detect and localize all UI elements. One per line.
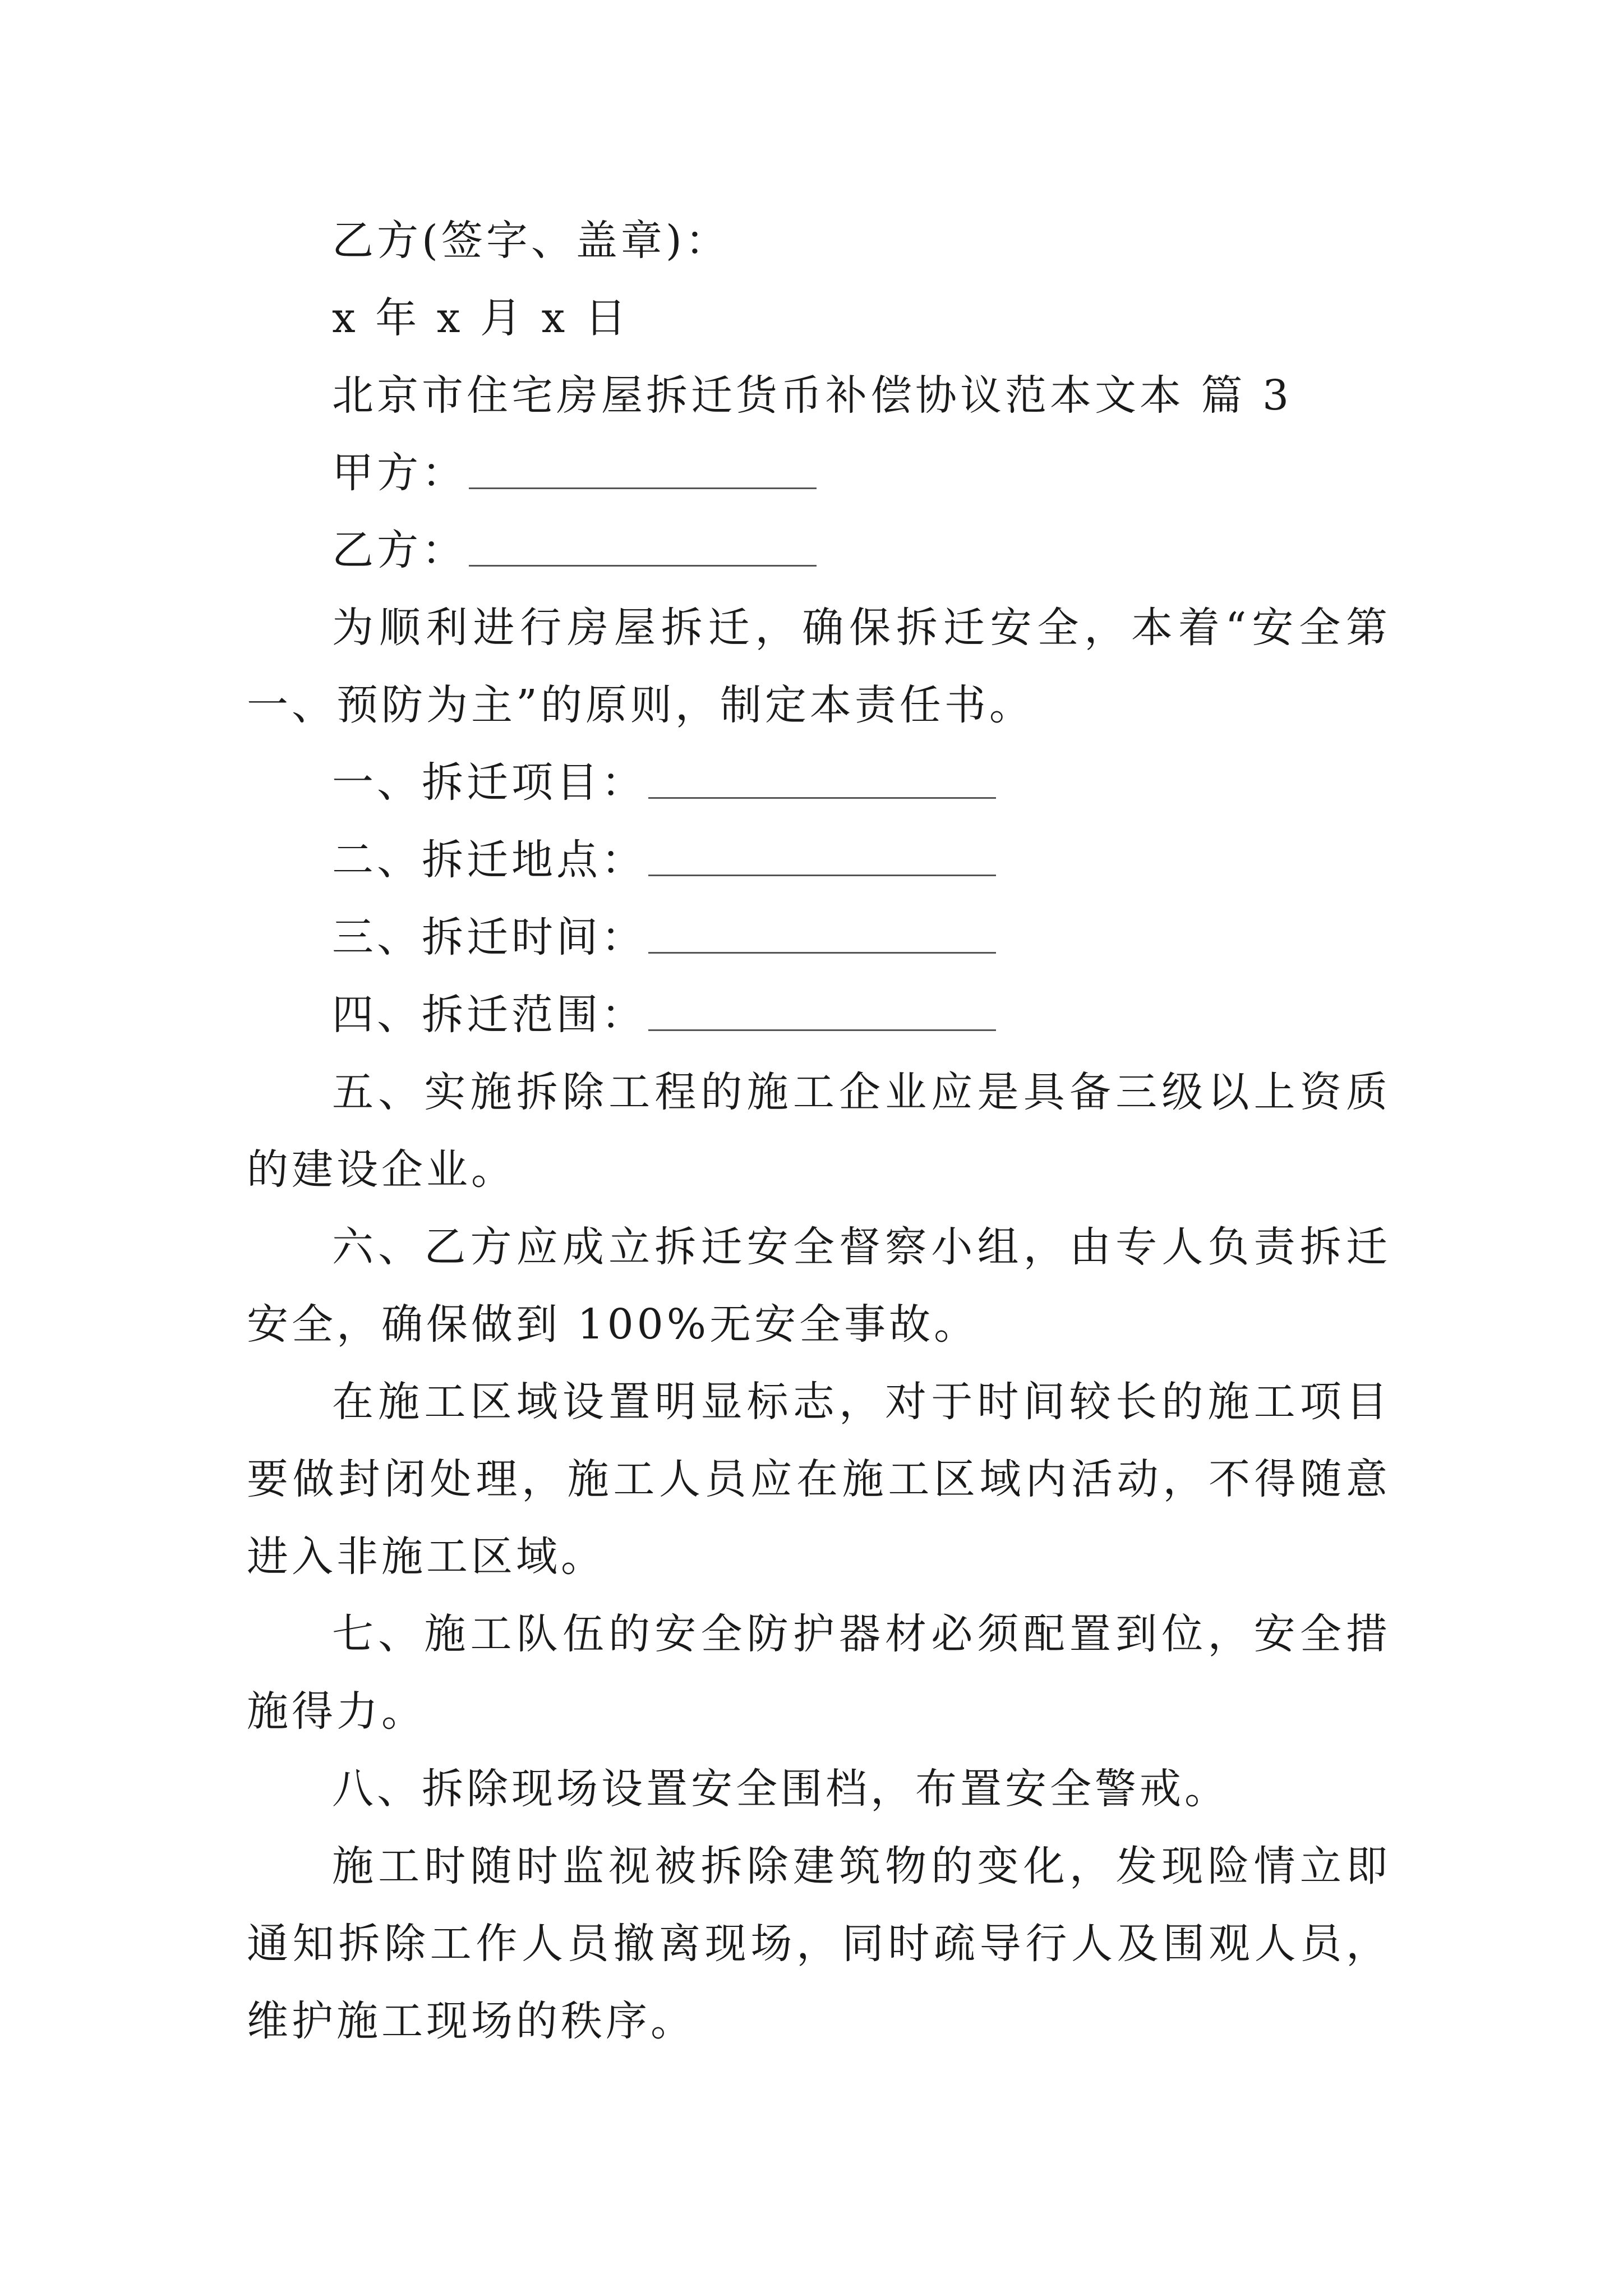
- party-b-label: 乙方：: [332, 526, 467, 574]
- paragraph-8-continued: 施工时随时监视被拆除建筑物的变化，发现险情立即通知拆除工作人员撤离现场，同时疏导行人及围观人员，维护施工现场的秩序。: [247, 1842, 1391, 2045]
- field-scope: [247, 976, 1391, 1053]
- field-project-blank: [648, 758, 996, 799]
- paragraph-7: 七、施工队伍的安全防护器材必须配置到位，安全措施得力。: [247, 1610, 1391, 1736]
- document-title: 北京市住宅房屋拆迁货币补偿协议范本文本 篇 3: [332, 371, 1293, 420]
- field-project: [247, 744, 1391, 821]
- intro-paragraph: 为顺利进行房屋拆迁，确保拆迁安全，本着“安全第一、预防为主”的原则，制定本责任书。: [247, 604, 1391, 729]
- document-body: [247, 202, 1391, 2060]
- field-project-label: 一、拆迁项目：: [332, 758, 646, 807]
- paragraph-5: 五、实施拆除工程的施工企业应是具备三级以上资质的建设企业。: [247, 1068, 1391, 1194]
- party-b-signature-line: 乙方(签字、盖章)：: [332, 217, 730, 265]
- field-location-label: 二、拆迁地点：: [332, 836, 646, 884]
- party-a-label: 甲方：: [332, 449, 467, 497]
- paragraph-8: 八、拆除现场设置安全围档，布置安全警戒。: [332, 1765, 1229, 1813]
- field-time: [247, 899, 1391, 976]
- party-a-line: [247, 434, 1391, 512]
- paragraph-6-continued: 在施工区域设置明显标志，对于时间较长的施工项目要做封闭处理，施工人员应在施工区域内活动，不得随意进入非施工区域。: [247, 1378, 1391, 1581]
- party-b-line: [247, 512, 1391, 589]
- party-b-blank: [469, 526, 817, 567]
- date-line: x 年 x 月 x 日: [332, 294, 630, 342]
- field-scope-blank: [648, 990, 996, 1031]
- field-scope-label: 四、拆迁范围：: [332, 991, 646, 1039]
- paragraph-6: 六、乙方应成立拆迁安全督察小组，由专人负责拆迁安全，确保做到 100%无安全事故。: [247, 1223, 1391, 1349]
- field-location-blank: [648, 835, 996, 876]
- party-a-blank: [469, 448, 817, 489]
- field-location: [247, 821, 1391, 899]
- field-time-blank: [648, 913, 996, 954]
- field-time-label: 三、拆迁时间：: [332, 913, 646, 961]
